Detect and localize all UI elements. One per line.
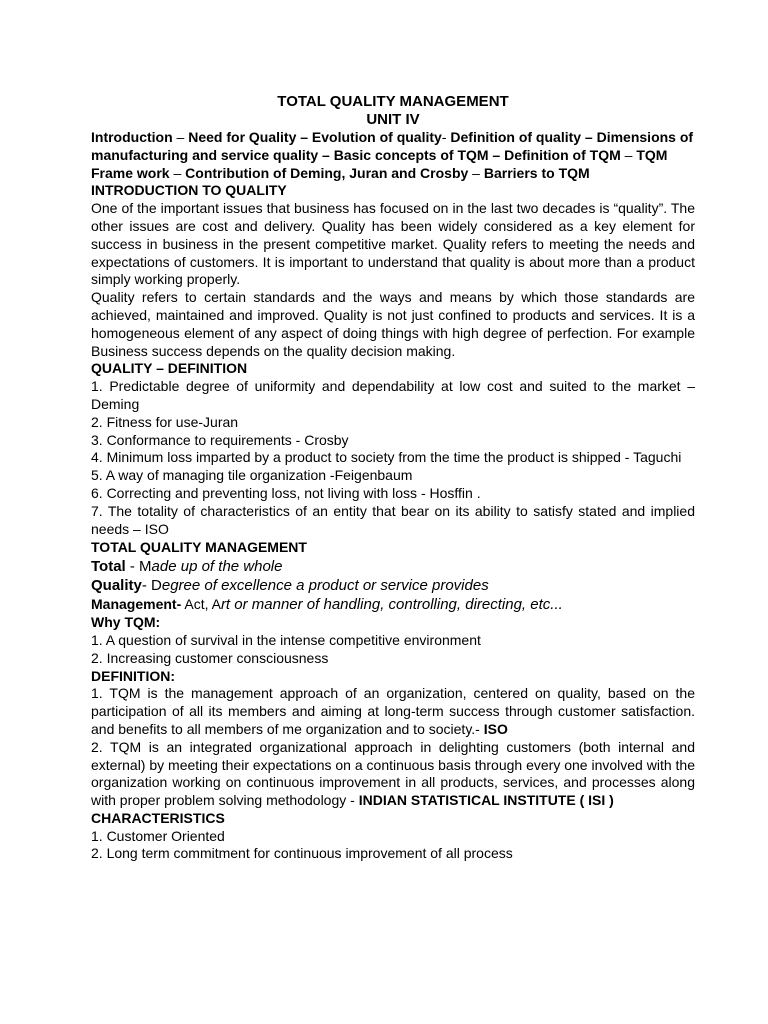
syllabus-part-1: Introduction	[91, 129, 173, 145]
intro-heading: INTRODUCTION TO QUALITY	[91, 182, 287, 199]
tqm-heading: TOTAL QUALITY MANAGEMENT	[91, 539, 307, 556]
tqm-quality-text: egree of excellence a product or service provides	[161, 577, 489, 595]
intro-paragraph-2: Quality refers to certain standards and the ways and means by which those standards are achieved, maintained and improved. Quality is not just confined to products and services. It is a homogeneous element of any aspect of doing things with high degree of perfection. For example Business success depends on the quality decision making.	[91, 289, 695, 359]
why-tqm-heading: Why TQM:	[91, 614, 161, 631]
tqm-total-text: ade up of the whole	[151, 558, 283, 576]
syllabus-dash-5: –	[468, 164, 484, 181]
quality-definition-item: 6. Correcting and preventing loss, not living with loss - Hosffin .	[91, 484, 481, 501]
syllabus-dash-1: –	[172, 129, 189, 145]
syllabus-part-5: Contribution of Deming, Juran and Crosby	[185, 164, 469, 181]
syllabus-part-3: Definition of quality – Dimensions of manufacturing and service quality – Basic concepts of TQM – Definition of TQM	[91, 129, 694, 163]
intro-paragraph-1: One of the important issues that business has focused on in the last two decades is “quality”. The other issues are cost and delivery. Quality has been widely considered as a key element for success in business in the present competitive market. Quality refers to meeting the needs and expectations of customers. It is important to understand that quality is about more than a product simply working properly.	[91, 200, 695, 288]
definition-item-1-source: ISO	[483, 720, 508, 737]
tqm-management-line	[91, 595, 695, 614]
quality-definition-item: 4. Minimum loss imparted by a product to society from the time the product is shipped - Taguchi	[91, 449, 682, 466]
characteristics-heading: CHARACTERISTICS	[91, 809, 225, 826]
tqm-management-label: Management-	[91, 596, 182, 613]
syllabus-dash-3: –	[620, 146, 637, 163]
definition-item-2	[91, 739, 695, 810]
definition-heading: DEFINITION:	[91, 667, 175, 684]
tqm-management-text: rt or manner of handling, controlling, directing, etc...	[220, 596, 563, 614]
tqm-total-label: Total	[91, 558, 126, 576]
definition-item-2-source: INDIAN STATISTICAL INSTITUTE ( ISI )	[358, 792, 614, 809]
unit-label: UNIT IV	[366, 111, 420, 128]
syllabus-dash-2: -	[441, 129, 451, 145]
why-tqm-item: 2. Increasing customer consciousness	[91, 649, 329, 666]
syllabus-part-6: Barriers to TQM	[483, 164, 590, 181]
document-body	[91, 93, 695, 863]
tqm-total-line	[91, 557, 695, 576]
document-title: TOTAL QUALITY MANAGEMENT	[277, 93, 509, 110]
quality-definition-item: 1. Predictable degree of uniformity and dependability at low cost and suited to the market –Deming	[91, 378, 695, 412]
quality-definition-item: 7. The totality of characteristics of an entity that bear on its ability to satisfy stated and implied needs – ISO	[91, 502, 695, 537]
definition-item-1	[91, 685, 695, 738]
syllabus-part-2: Need for Quality – Evolution of quality	[188, 129, 442, 145]
syllabus-part-4: TQM Frame work	[91, 146, 668, 181]
characteristics-item: 2. Long term commitment for continuous improvement of all process	[91, 845, 513, 862]
characteristics-item: 1. Customer Oriented	[91, 827, 225, 844]
syllabus-topics	[91, 129, 695, 182]
definition-item-1-text: 1. TQM is the management approach of an organization, centered on quality, based on the participation of all its members and aiming at long-term success through customer satisfaction. and benefits to all members of me organization and to society.-	[91, 685, 695, 737]
tqm-management-sep: Act, A	[181, 596, 221, 613]
quality-definition-item: 5. A way of managing tile organization -Feigenbaum	[91, 467, 413, 484]
tqm-total-sep: - M	[125, 558, 152, 576]
quality-definition-item: 3. Conformance to requirements - Crosby	[91, 431, 349, 448]
tqm-quality-line	[91, 576, 695, 595]
definition-item-2-text: 2. TQM is an integrated organizational approach in delighting customers (both internal and external) by meeting their expectations on a continuous basis through every one involved with the organization working on continuous improvement in all products, services, and processes along with proper problem solving methodology -	[91, 738, 695, 809]
tqm-quality-sep: - D	[141, 577, 162, 595]
syllabus-dash-4: –	[169, 164, 186, 181]
quality-definition-heading: QUALITY – DEFINITION	[91, 360, 248, 377]
why-tqm-item: 1. A question of survival in the intense competitive environment	[91, 631, 481, 648]
quality-definition-item: 2. Fitness for use-Juran	[91, 413, 239, 430]
tqm-quality-label: Quality	[91, 577, 142, 595]
